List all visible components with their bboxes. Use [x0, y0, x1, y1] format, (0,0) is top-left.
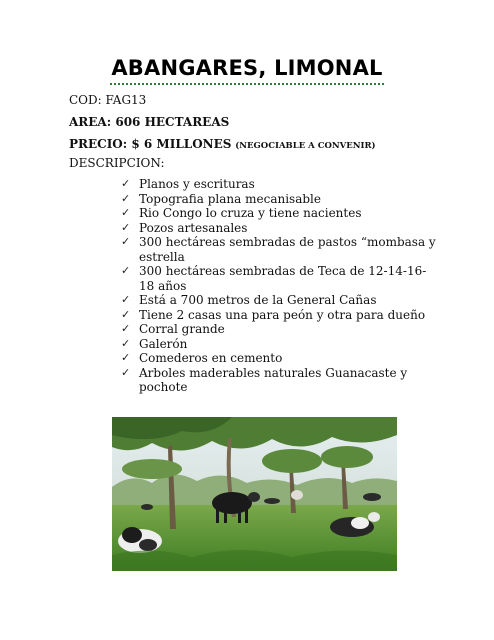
description-item-text: Topografia plana mecanisable [139, 191, 321, 206]
page-title: ABANGARES, LIMONAL [111, 56, 383, 80]
checkmark-icon: ✓ [121, 206, 131, 219]
description-item-text: Rio Congo lo cruza y tiene nacientes [139, 206, 362, 220]
checkmark-icon: ✓ [121, 365, 131, 379]
description-item-text: 300 hectáreas sembradas de Teca de 12-14-16-18 años [139, 264, 427, 293]
description-item [121, 221, 441, 236]
description-item-text: Arboles maderables naturales Guanacaste y pochote [139, 365, 408, 394]
title-underline [110, 83, 384, 85]
property-price [69, 137, 376, 151]
checkmark-icon: ✓ [121, 264, 131, 277]
checkmark-icon: ✓ [121, 293, 131, 306]
price-note: (NEGOCIABLE A CONVENIR) [235, 141, 376, 151]
pasture-illustration [112, 417, 397, 571]
description-item [121, 264, 441, 293]
checkmark-icon: ✓ [121, 177, 131, 190]
price-main: PRECIO: $ 6 MILLONES [69, 137, 232, 151]
description-item-text: Corral grande [139, 322, 225, 336]
description-item [121, 322, 441, 337]
description-item [121, 177, 441, 192]
checkmark-icon: ✓ [121, 307, 131, 321]
checkmark-icon: ✓ [121, 322, 131, 335]
cattle-pasture-photo [112, 417, 397, 571]
description-item [121, 351, 441, 366]
description-item [121, 206, 441, 221]
description-item-text: 300 hectáreas sembradas de pastos “mombasa y estrella [139, 235, 436, 264]
description-item [121, 366, 441, 395]
description-list [121, 177, 441, 395]
property-code: COD: FAG13 [69, 93, 147, 107]
description-item [121, 308, 441, 323]
checkmark-icon: ✓ [121, 336, 131, 350]
description-item-text: Galerón [139, 336, 188, 351]
checkmark-icon: ✓ [121, 235, 131, 248]
description-item-text: Planos y escrituras [139, 177, 255, 191]
description-label: DESCRIPCION: [69, 156, 165, 170]
checkmark-icon: ✓ [121, 351, 131, 364]
description-item-text: Está a 700 metros de la General Cañas [139, 293, 377, 307]
description-item [121, 192, 441, 207]
property-area: AREA: 606 HECTAREAS [69, 115, 230, 129]
checkmark-icon: ✓ [121, 220, 131, 234]
description-item [121, 235, 441, 264]
description-item-text: Pozos artesanales [139, 220, 248, 235]
description-item-text: Tiene 2 casas una para peón y otra para dueño [139, 307, 426, 322]
description-item-text: Comederos en cemento [139, 351, 283, 365]
description-item [121, 337, 441, 352]
description-item [121, 293, 441, 308]
checkmark-icon: ✓ [121, 191, 131, 205]
